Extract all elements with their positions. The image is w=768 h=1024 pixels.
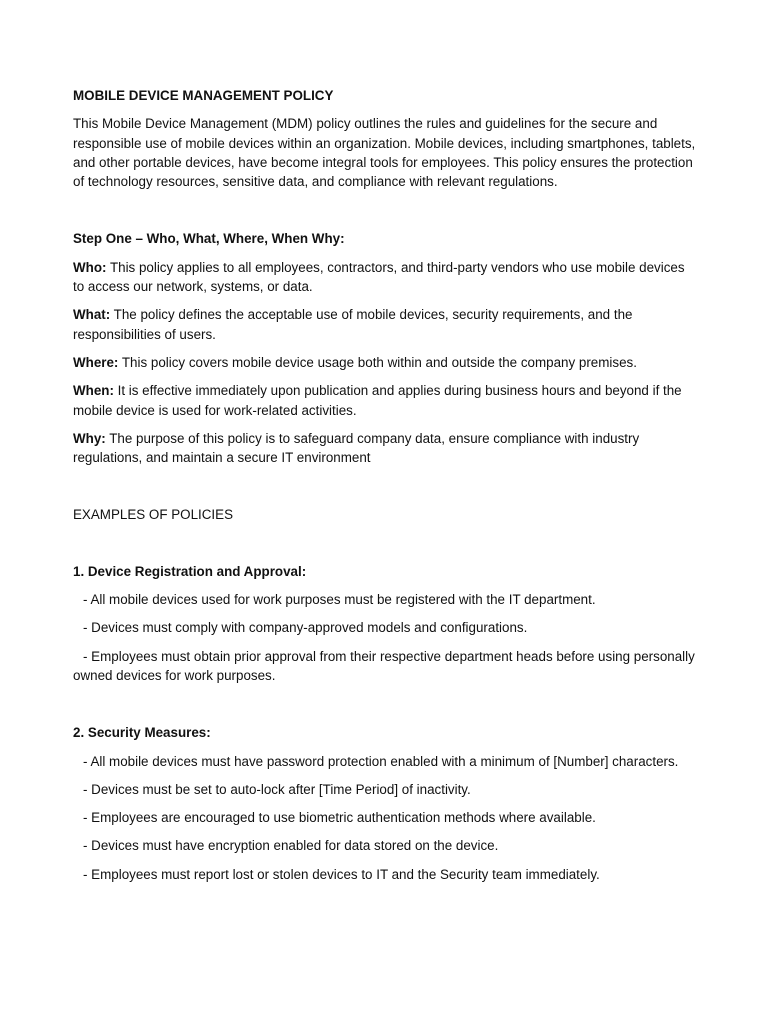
spacer: [73, 191, 698, 229]
who-paragraph: [73, 258, 698, 297]
section-2-heading: 2. Security Measures:: [73, 725, 211, 741]
where-paragraph: [73, 353, 698, 372]
document-title: MOBILE DEVICE MANAGEMENT POLICY: [73, 88, 334, 103]
step-one-heading: Step One – Who, What, Where, When Why:: [73, 231, 345, 247]
why-term: Why:: [73, 430, 106, 446]
spacer: [73, 534, 698, 562]
document-body: [73, 86, 698, 884]
who-text: This policy applies to all employees, contractors, and third-party vendors who use mobile devices to access our network, systems, or data.: [73, 259, 685, 295]
spacer: [73, 685, 698, 723]
what-paragraph: [73, 305, 698, 344]
spacer: [73, 467, 698, 505]
list-item: - Employees must obtain prior approval from their respective department heads before using personally owned devices for work purposes.: [73, 648, 695, 683]
when-term: When:: [73, 383, 114, 399]
list-item: - All mobile devices used for work purposes must be registered with the IT department.: [83, 592, 596, 608]
list-item: - Devices must be set to auto-lock after [Time Period] of inactivity.: [83, 781, 471, 797]
where-term: Where:: [73, 354, 119, 370]
when-text: It is effective immediately upon publication and applies during business hours and beyond if the mobile device is used for work-related activities.: [73, 383, 682, 418]
list-item: - Devices must comply with company-approved models and configurations.: [83, 620, 528, 636]
what-text: The policy defines the acceptable use of mobile devices, security requirements, and the responsibilities of users.: [73, 307, 633, 342]
when-paragraph: [73, 381, 698, 420]
list-item: - Employees are encouraged to use biometric authentication methods where available.: [83, 810, 596, 826]
what-term: What:: [73, 307, 111, 323]
section-1-heading: 1. Device Registration and Approval:: [73, 563, 307, 579]
list-item: - Devices must have encryption enabled for data stored on the device.: [83, 838, 499, 854]
why-text: The purpose of this policy is to safeguard company data, ensure compliance with industry regulations, and maintain a secure IT environment: [73, 430, 640, 466]
who-term: Who:: [73, 259, 107, 275]
list-item: - Employees must report lost or stolen devices to IT and the Security team immediately.: [83, 866, 600, 882]
list-item: - All mobile devices must have password protection enabled with a minimum of [Number] characters.: [83, 753, 679, 769]
intro-paragraph: This Mobile Device Management (MDM) policy outlines the rules and guidelines for the secure and responsible use of mobile devices within an organization. Mobile devices, including smartphones, tablets, and other portable devices, have become integral tools for employees. This policy ensures the protection of technology resources, sensitive data, and compliance with relevant regulations.: [73, 116, 696, 190]
where-text: This policy covers mobile device usage both within and outside the company premises.: [118, 354, 637, 370]
why-paragraph: [73, 429, 698, 468]
examples-heading: EXAMPLES OF POLICIES: [73, 507, 233, 523]
